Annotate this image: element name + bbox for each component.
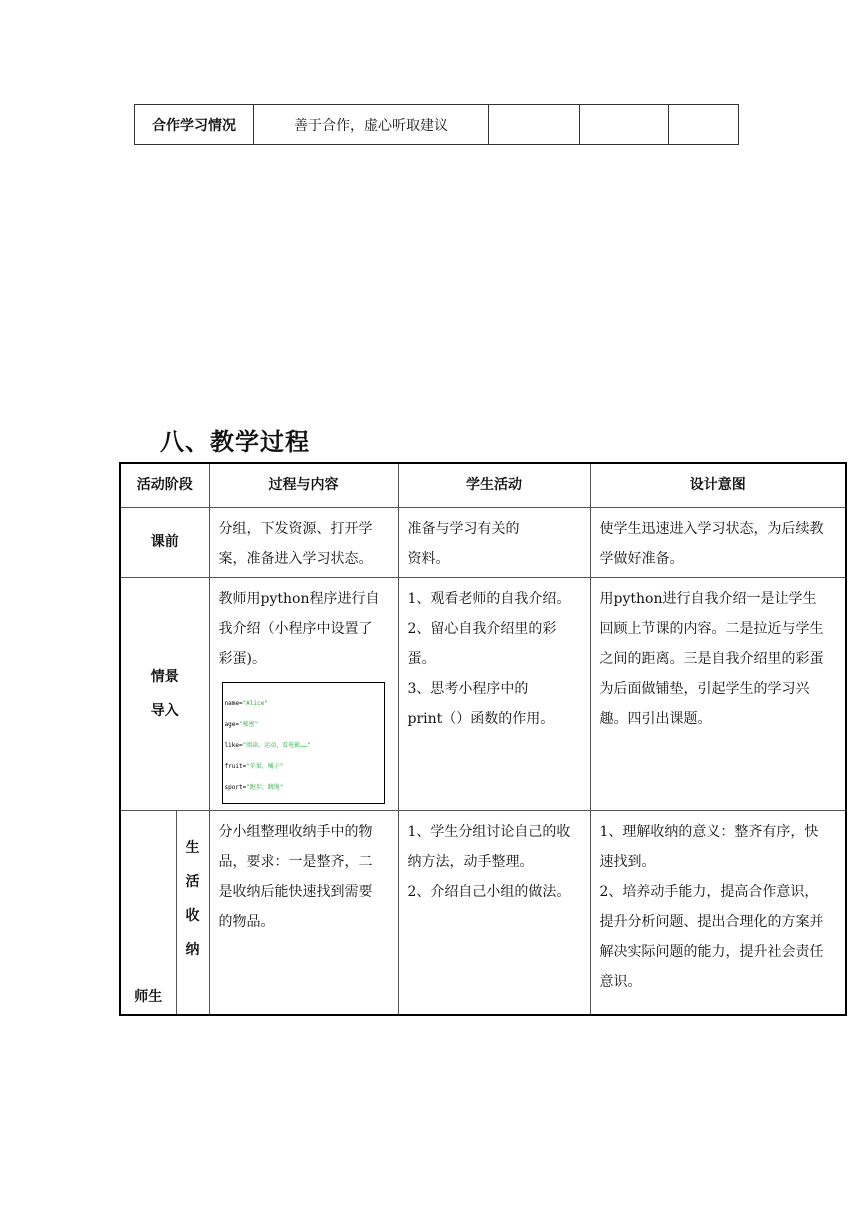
text-line: 回顾上节课的内容。二是拉近与学生	[599, 620, 824, 637]
text-line: 分小组整理收纳手中的物	[218, 823, 373, 840]
text-line: 案，准备进入学习状态。	[218, 550, 373, 567]
sub-stage-cell	[176, 810, 209, 1015]
sub-stage-char: 纳	[185, 941, 200, 958]
text-line: 趣。四引出课题。	[599, 710, 712, 727]
process-table	[119, 462, 847, 1016]
text-line: 纳方法，动手整理。	[407, 853, 534, 870]
sub-stage-char: 收	[185, 907, 200, 924]
content-cell	[209, 810, 398, 1015]
section-title: 八、教学过程	[160, 428, 310, 456]
text-line: 是收纳后能快速找到需要	[218, 883, 373, 900]
header-student: 学生活动	[398, 463, 590, 507]
stage-line: 导入	[150, 702, 179, 719]
intent-cell	[590, 577, 846, 810]
text-line: 2、介绍自己小组的做法。	[407, 883, 571, 900]
evaluation-table	[134, 104, 739, 145]
student-cell	[398, 507, 590, 577]
student-cell	[398, 577, 590, 810]
header-stage: 活动阶段	[120, 463, 209, 507]
text-line: 蛋。	[407, 650, 436, 667]
text-line: 学做好准备。	[599, 550, 684, 567]
text-line: 用python进行自我介绍一是让学生	[599, 590, 817, 607]
text-line: 品，要求：一是整齐，二	[218, 853, 373, 870]
text-line: 教师用python程序进行自	[218, 590, 380, 607]
text-line: 2、留心自我介绍里的彩	[407, 620, 557, 637]
header-row	[120, 463, 846, 507]
student-cell	[398, 810, 590, 1015]
text-line: 速找到。	[599, 853, 656, 870]
text-line: 彩蛋)。	[218, 650, 266, 667]
text-line: 的物品。	[218, 913, 275, 930]
intent-cell	[590, 810, 846, 1015]
code-line: fruit="苹果、橘子"	[224, 762, 284, 770]
header-content: 过程与内容	[209, 463, 398, 507]
text-line: 为后面做铺垫，引起学生的学习兴	[599, 680, 810, 697]
content-cell	[209, 507, 398, 577]
eval-blank-cell	[489, 105, 580, 145]
text-line: 使学生迅速进入学习状态，为后续教	[599, 520, 824, 537]
content-cell	[209, 577, 398, 810]
code-screenshot	[222, 682, 385, 804]
text-line: 我介绍（小程序中设置了	[218, 620, 373, 637]
code-line: sport="跑步、跳绳"	[224, 783, 284, 791]
sub-stage-char: 生	[185, 839, 200, 856]
sub-stage-char: 活	[185, 873, 200, 890]
text-line: 2、培养动手能力，提高合作意识，	[599, 883, 819, 900]
table-row	[120, 810, 846, 1015]
text-line: 1、理解收纳的意义：整齐有序，快	[599, 823, 819, 840]
eval-blank-cell	[580, 105, 669, 145]
stage-line: 情景	[150, 668, 179, 685]
text-line: 提升分析问题、提出合理化的方案并	[599, 913, 824, 930]
stage-cell: 课前	[120, 507, 209, 577]
stage-cell	[120, 577, 209, 810]
code-line: age="秘密"	[224, 720, 259, 728]
stage-cell: 师生	[120, 810, 176, 1015]
code-line: like="阅读、运动、看电影……"	[224, 741, 312, 749]
text-line: 1、观看老师的自我介绍。	[407, 590, 571, 607]
text-line: 解决实际问题的能力，提升社会责任	[599, 943, 824, 960]
table-row	[120, 577, 846, 810]
code-line: name="Alice"	[224, 699, 268, 707]
header-intent: 设计意图	[590, 463, 846, 507]
eval-label: 合作学习情况	[135, 105, 254, 145]
text-line: 之间的距离。三是自我介绍里的彩蛋	[599, 650, 824, 667]
eval-blank-cell	[669, 105, 739, 145]
text-line: 准备与学习有关的	[407, 520, 520, 537]
eval-criterion: 善于合作，虚心听取建议	[254, 105, 489, 145]
table-row	[120, 507, 846, 577]
text-line: 3、思考小程序中的	[407, 680, 529, 697]
intent-cell	[590, 507, 846, 577]
text-line: 资料。	[407, 550, 450, 567]
text-line: 意识。	[599, 973, 642, 990]
text-line: 1、学生分组讨论自己的收	[407, 823, 571, 840]
text-line: print（）函数的作用。	[407, 710, 555, 727]
text-line: 分组，下发资源、打开学	[218, 520, 373, 537]
